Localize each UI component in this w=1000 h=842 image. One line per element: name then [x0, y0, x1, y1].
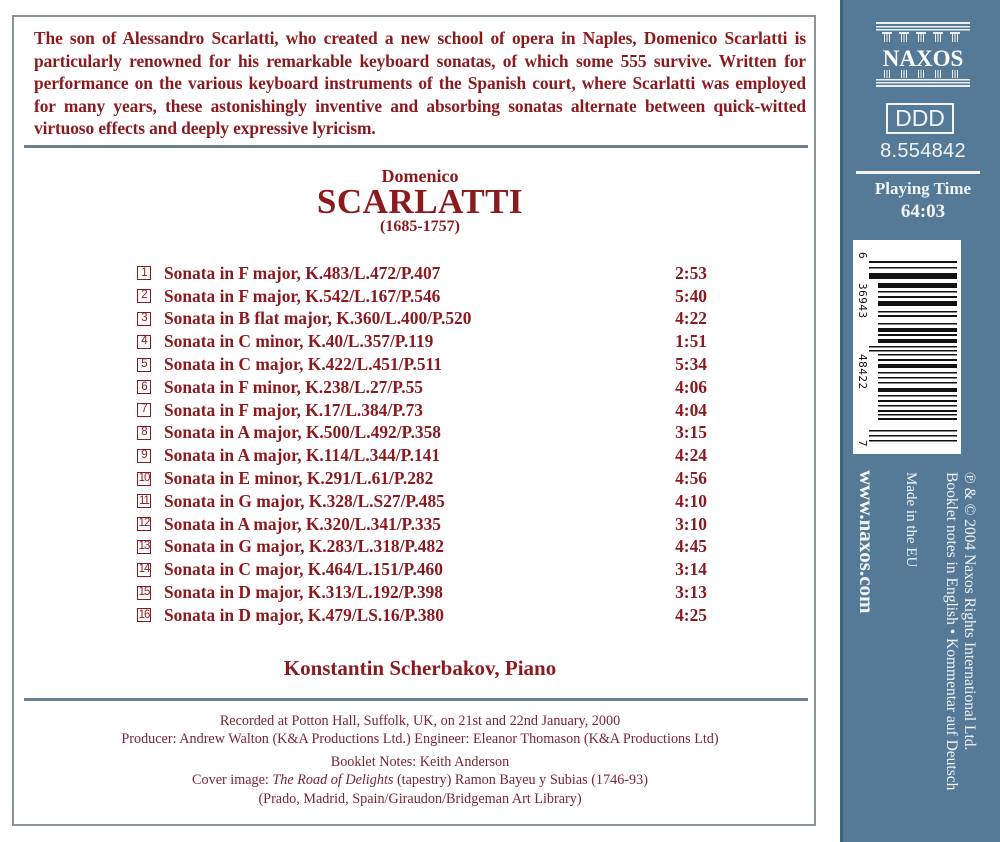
track-row: [137, 444, 707, 467]
track-row: [137, 376, 707, 399]
producer-engineer: Producer: Andrew Walton (K&A Productions Ltd.) Engineer: Eleanor Thomason (K&A Productions Ltd): [121, 731, 719, 748]
track-number: 12: [138, 517, 150, 530]
track-row: [137, 399, 707, 422]
svg-text:7: 7: [856, 440, 869, 447]
cover-prefix: Cover image:: [192, 772, 273, 789]
track-title: Sonata in G major, K.283/L.318/P.482: [164, 536, 444, 557]
svg-text:6: 6: [856, 252, 869, 259]
track-row: [137, 581, 707, 604]
website-link[interactable]: www.naxos.com: [855, 470, 879, 614]
track-time: 4:10: [675, 490, 707, 511]
ddd-badge: DDD: [886, 103, 954, 134]
track-time: 4:45: [675, 536, 707, 557]
track-row: [137, 490, 707, 513]
track-title: Sonata in A major, K.320/L.341/P.335: [164, 513, 442, 534]
track-title: Sonata in B flat major, K.360/L.400/P.520: [164, 308, 472, 329]
track-number: 10: [138, 471, 150, 484]
track-title: Sonata in C major, K.422/L.451/P.511: [164, 354, 442, 375]
sidebar-divider: [856, 171, 980, 174]
track-title: Sonata in E minor, K.291/L.61/P.282: [164, 468, 434, 489]
track-row: [137, 330, 707, 353]
track-time: 4:04: [675, 399, 707, 420]
track-title: Sonata in A major, K.500/L.492/P.358: [164, 422, 442, 443]
cover-source: (Prado, Madrid, Spain/Giraudon/Bridgeman Art Library): [258, 790, 582, 807]
cover-suffix: (tapestry) Ramon Bayeu y Subias (1746-93): [393, 772, 648, 789]
track-title: Sonata in C major, K.464/L.151/P.460: [164, 559, 443, 580]
label-sidebar: [840, 0, 1000, 842]
track-title: Sonata in F major, K.542/L.167/P.546: [164, 285, 441, 306]
track-title: Sonata in A major, K.114/L.344/P.141: [164, 445, 441, 466]
track-number: 7: [137, 403, 151, 417]
track-number: 5: [137, 358, 151, 372]
track-title: Sonata in G major, K.328/L.S27/P.485: [164, 490, 445, 511]
track-number: 8: [137, 426, 151, 440]
track-time: 4:06: [675, 376, 707, 397]
track-number: 2: [137, 289, 151, 303]
track-time: 3:13: [675, 582, 707, 603]
svg-text:48422: 48422: [856, 354, 869, 390]
cover-title: The Road of Delights: [272, 772, 394, 789]
track-number: 6: [137, 380, 151, 394]
track-time: 5:34: [675, 354, 707, 375]
track-row: [137, 604, 707, 627]
track-time: 4:22: [675, 308, 707, 329]
made-in-eu: Made in the EU: [903, 472, 919, 568]
track-number: 15: [138, 585, 150, 598]
track-title: Sonata in C minor, K.40/L.357/P.119: [164, 331, 434, 352]
track-title: Sonata in D major, K.313/L.192/P.398: [164, 582, 443, 603]
playing-time-label: Playing Time: [874, 179, 972, 198]
track-row: [137, 262, 707, 285]
track-time: 4:24: [675, 445, 707, 466]
copyright-notice: ℗ & © 2004 Naxos Rights International Ltd.: [961, 472, 978, 751]
playing-time-value: 64:03: [900, 201, 946, 222]
booklet-languages: Booklet notes in English • Kommentar auf Deutsch: [943, 472, 960, 791]
track-time: 3:14: [675, 559, 707, 580]
track-number: 3: [137, 312, 151, 326]
catalog-number: 8.554842: [880, 140, 966, 162]
track-time: 3:15: [675, 422, 707, 443]
track-number: 9: [137, 449, 151, 463]
track-title: Sonata in D major, K.479/LS.16/P.380: [164, 604, 444, 625]
track-time: 5:40: [675, 285, 707, 306]
production-credits: [0, 712, 840, 808]
track-time: 3:10: [675, 513, 707, 534]
track-number: 16: [138, 608, 150, 621]
divider-top: [24, 145, 808, 148]
track-time: 4:25: [675, 604, 707, 625]
track-title: Sonata in F minor, K.238/L.27/P.55: [164, 376, 423, 397]
intro-paragraph: The son of Alessandro Scarlatti, who created a new school of opera in Naples, Domenico Scarlatti is particularly renowned for his remarkable keyboard sonatas, of which some 555 survive. Written for performance on the various keyboard instruments of the Spanish court, where Scarlatti was employed for many years, these astonishingly inventive and absorbing sonatas alternate between quick-witted virtuoso effects and deeply expressive lyricism.: [34, 28, 806, 139]
track-row: [137, 285, 707, 308]
track-row: [137, 513, 707, 536]
track-number: 13: [138, 540, 150, 553]
track-row: [137, 308, 707, 331]
track-title: Sonata in F major, K.17/L.384/P.73: [164, 399, 423, 420]
composer-first-name: Domenico: [381, 166, 459, 186]
track-list: [137, 262, 707, 627]
composer-dates: (1685-1757): [380, 218, 460, 235]
performer-credit: Konstantin Scherbakov, Piano: [283, 656, 557, 680]
track-time: 4:56: [675, 468, 707, 489]
track-row: [137, 558, 707, 581]
track-row: [137, 536, 707, 559]
barcode-icon: [853, 240, 961, 454]
track-row: [137, 353, 707, 376]
track-row: [137, 467, 707, 490]
svg-text:NAXOS: NAXOS: [882, 46, 964, 71]
composer-last-name: SCARLATTI: [316, 182, 524, 221]
divider-bottom: [24, 698, 808, 701]
track-time: 2:53: [675, 262, 707, 283]
cover-image-credit: [0, 771, 840, 789]
track-number: 11: [137, 494, 151, 508]
naxos-logo-icon: [876, 22, 970, 88]
track-number: 1: [137, 266, 151, 280]
track-time: 1:51: [675, 331, 707, 352]
booklet-notes-credit: Booklet Notes: Keith Anderson: [330, 753, 510, 770]
recording-info: Recorded at Potton Hall, Suffolk, UK, on 21st and 22nd January, 2000: [219, 713, 621, 729]
track-number: 14: [138, 563, 150, 575]
track-title: Sonata in F major, K.483/L.472/P.407: [164, 262, 441, 283]
track-number: 4: [137, 335, 151, 349]
svg-text:36943: 36943: [856, 283, 869, 319]
track-row: [137, 422, 707, 445]
